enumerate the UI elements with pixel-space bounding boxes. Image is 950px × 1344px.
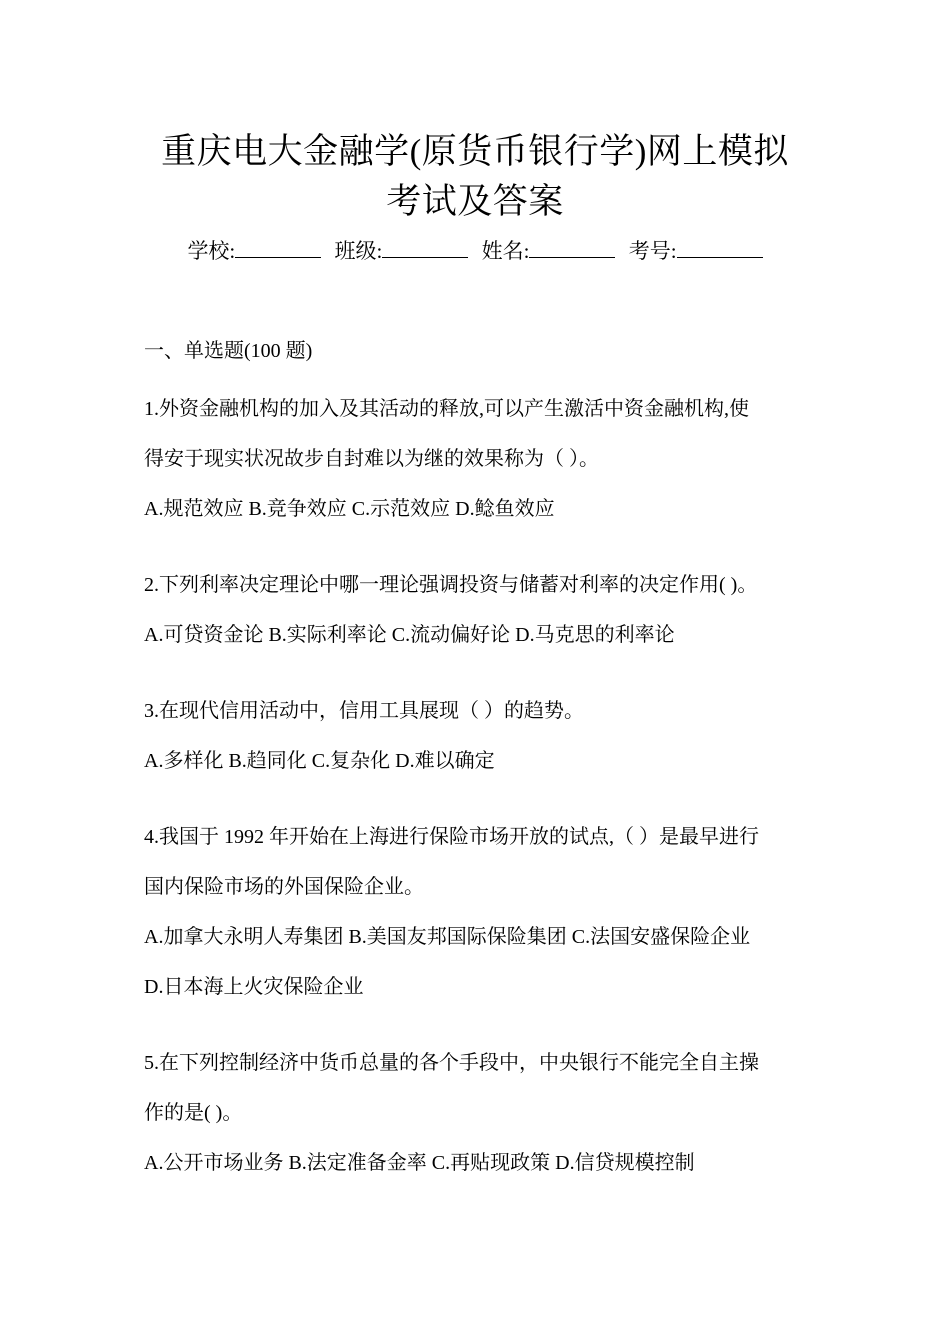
question-2 <box>144 560 810 660</box>
question-options <box>144 912 810 1012</box>
question-options <box>144 610 810 660</box>
question-text <box>144 560 810 610</box>
options-line: A.多样化 B.趋同化 C.复杂化 D.难以确定 <box>144 750 495 772</box>
question-text-line: 得安于现实状况故步自封难以为继的效果称为（ ）。 <box>144 448 599 470</box>
question-options <box>144 736 810 786</box>
question-options <box>144 1138 810 1188</box>
question-text <box>144 812 810 912</box>
question-text-line: 4.我国于 1992 年开始在上海进行保险市场开放的试点,（ ）是最早进行 <box>144 826 759 848</box>
name-label: 姓名: <box>481 239 530 263</box>
question-text-line: 1.外资金融机构的加入及其活动的释放,可以产生激活中资金融机构,使 <box>144 398 749 420</box>
question-text <box>144 1038 810 1138</box>
question-text <box>144 384 810 484</box>
class-label: 班级: <box>334 239 383 263</box>
class-field <box>335 236 469 266</box>
question-1 <box>144 384 810 534</box>
number-blank-line <box>677 237 763 258</box>
name-blank-line <box>529 237 615 258</box>
question-4 <box>144 812 810 1012</box>
question-text-line: 作的是( )。 <box>144 1102 243 1124</box>
question-text-line: 2.下列利率决定理论中哪一理论强调投资与储蓄对利率的决定作用( )。 <box>144 574 758 596</box>
document-title-line-1: 重庆电大金融学(原货币银行学)网上模拟 <box>161 132 789 171</box>
name-field <box>482 236 616 266</box>
question-5 <box>144 1038 810 1188</box>
number-field <box>629 236 763 266</box>
section-title: 一、单选题(100 题) <box>144 340 313 362</box>
class-blank-line <box>382 237 468 258</box>
school-label: 学校: <box>187 239 236 263</box>
question-text-line: 5.在下列控制经济中货币总量的各个手段中，中央银行不能完全自主操 <box>144 1052 759 1074</box>
exam-content <box>144 336 810 1214</box>
question-options <box>144 484 810 534</box>
number-label: 考号: <box>628 239 677 263</box>
question-text-line: 3.在现代信用活动中，信用工具展现（ ）的趋势。 <box>144 700 584 722</box>
school-blank-line <box>235 237 321 258</box>
school-field <box>187 236 321 266</box>
options-line: A.可贷资金论 B.实际利率论 C.流动偏好论 D.马克思的利率论 <box>144 624 675 646</box>
question-text-line: 国内保险市场的外国保险企业。 <box>144 876 424 898</box>
options-line: A.加拿大永明人寿集团 B.美国友邦国际保险集团 C.法国安盛保险企业 <box>144 926 751 948</box>
student-info-row <box>0 236 950 266</box>
question-3 <box>144 686 810 786</box>
options-line: A.公开市场业务 B.法定准备金率 C.再贴现政策 D.信贷规模控制 <box>144 1152 695 1174</box>
options-line: D.日本海上火灾保险企业 <box>144 976 364 998</box>
document-title-line-2: 考试及答案 <box>386 182 564 221</box>
question-text <box>144 686 810 736</box>
options-line: A.规范效应 B.竞争效应 C.示范效应 D.鲶鱼效应 <box>144 498 555 520</box>
